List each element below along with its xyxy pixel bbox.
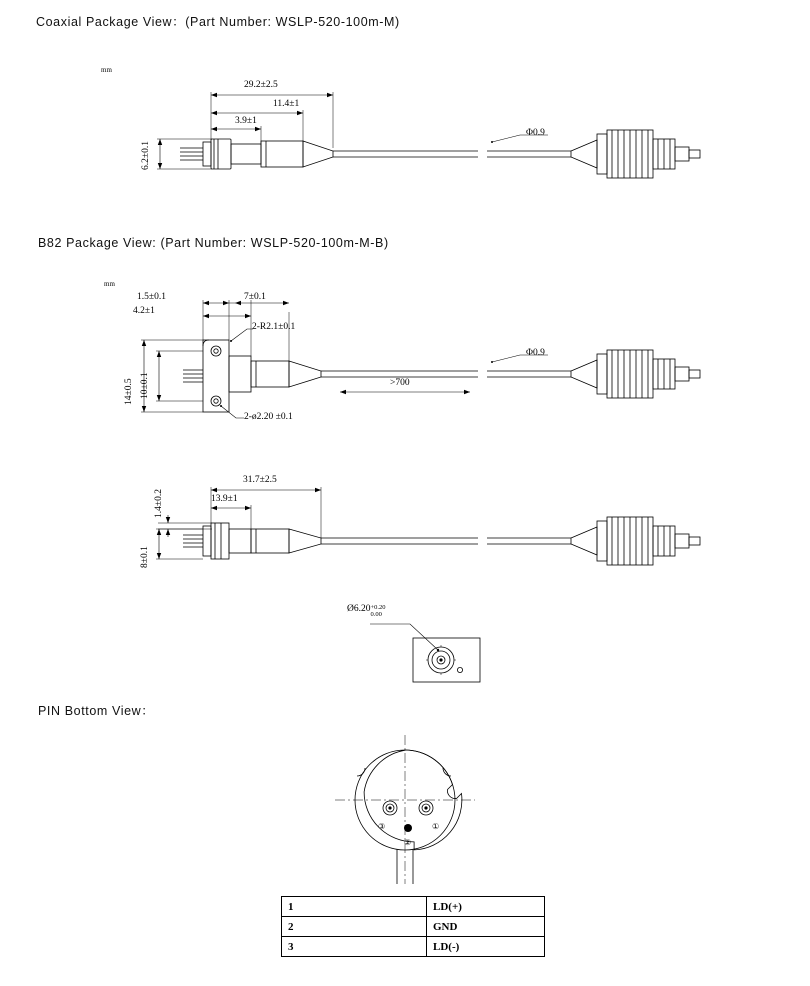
- coaxial-package-drawing: [157, 92, 700, 178]
- table-row: [282, 897, 545, 917]
- dim-coax-near: 3.9±1: [235, 116, 257, 126]
- unit-label-coaxial: mm: [101, 66, 112, 74]
- detail-view-drawing: [370, 624, 480, 682]
- pin-number-cell: 1: [282, 897, 427, 917]
- pin-number-cell: 2: [282, 917, 427, 937]
- dim-b82-side-height: 8±0.1: [140, 546, 150, 568]
- dim-coax-body-diameter: 6.2±0.1: [141, 141, 151, 170]
- pin-bottom-view-drawing: [335, 735, 475, 884]
- section-title-pin-bottom: PIN Bottom View：: [38, 704, 155, 718]
- dim-b82-fiber-diameter: Φ0.9: [526, 348, 545, 358]
- dim-b82-inner-height: 10±0.1: [140, 372, 150, 399]
- section-title-coaxial: Coaxial Package View：(Part Number: WSLP-520-100m-M): [36, 15, 400, 29]
- dim-detail-tol-lower: 0.00: [370, 611, 382, 618]
- dim-b82-fiber-length: >700: [390, 378, 410, 388]
- pin-marker-3: ③: [378, 822, 386, 831]
- pin-function-cell: LD(-): [427, 937, 545, 957]
- pin-number-cell: 3: [282, 937, 427, 957]
- dim-detail-tol-upper: +0.20: [370, 604, 386, 611]
- dim-b82-flange-width: 1.5±0.1: [137, 292, 166, 302]
- dim-b82-side-thickness: 1.4±0.2: [154, 489, 164, 518]
- pin-marker-2: ②: [404, 838, 412, 847]
- dim-b82-side-overall: 31.7±2.5: [243, 475, 277, 485]
- dim-coax-overall: 29.2±2.5: [244, 80, 278, 90]
- pin-marker-1: ①: [432, 822, 440, 831]
- dim-b82-body-length: 7±0.1: [244, 292, 266, 302]
- dim-b82-side-body-length: 13.9±1: [211, 494, 238, 504]
- dim-b82-flange-height: 14±0.5: [124, 378, 134, 405]
- pin-function-cell: LD(+): [427, 897, 545, 917]
- dim-b82-flange-offset: 4.2±1: [133, 306, 155, 316]
- dim-b82-hole-note: 2-ø2.20 ±0.1: [244, 412, 293, 422]
- table-row: [282, 917, 545, 937]
- table-row: [282, 937, 545, 957]
- section-title-b82: B82 Package View: (Part Number: WSLP-520-100m-M-B): [38, 236, 389, 250]
- dim-coax-mid: 11.4±1: [273, 99, 300, 109]
- pin-function-cell: GND: [427, 917, 545, 937]
- b82-top-view-drawing: [141, 300, 700, 418]
- dim-b82-radius-note: 2-R2.1±0.1: [252, 322, 296, 332]
- dim-detail-diameter: [347, 604, 386, 618]
- unit-label-b82: mm: [104, 280, 115, 288]
- dim-detail-diameter-value: Ø6.20: [347, 604, 371, 614]
- dim-detail-tolerance: [371, 604, 386, 618]
- dim-coax-fiber-diameter: Φ0.9: [526, 128, 545, 138]
- pin-function-table: [281, 896, 545, 957]
